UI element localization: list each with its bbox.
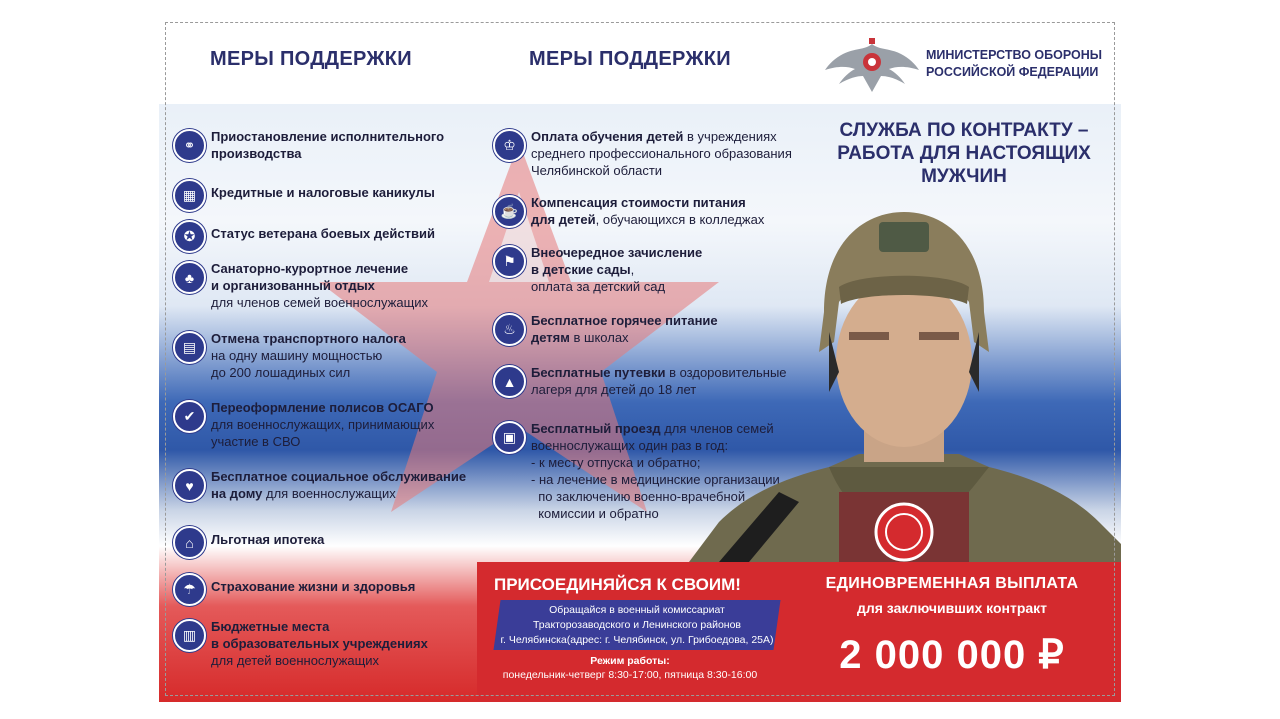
calculator-icon: ▦ — [173, 179, 206, 212]
graduation-icon: ♔ — [493, 129, 526, 162]
eagle-emblem-icon — [825, 36, 919, 94]
payment-subtitle: для заключивших контракт — [856, 600, 1048, 616]
list-item: ▣ Бесплатный проезд для членов семей военнослужащих один раз в год: - к месту отпуска и обратно; - на лечение в медицинские организации по заключению военно-врачебной комиссии и обратно — [493, 420, 780, 522]
list-item: ▥ Бюджетные места в образовательных учреждениях для детей военнослужащих — [173, 618, 428, 669]
list-item: ✪ Статус ветерана боевых действий — [173, 219, 435, 253]
food-icon: ☕ — [493, 195, 526, 228]
support-title-right: МЕРЫ ПОДДЕРЖКИ — [529, 48, 731, 70]
medal-icon: ✪ — [173, 220, 206, 253]
hours-text: понедельник-четверг 8:30-17:00, пятница 8:30-16:00 — [502, 669, 758, 681]
list-item: ✔ Переоформление полисов ОСАГО для военнослужащих, принимающих участие в СВО — [173, 399, 434, 450]
address-text: Обращайся в военный комиссариат Тракторозаводского и Ленинского районов г. Челябинска(адрес: г. Челябинск, ул. Грибоедова, 25А) — [500, 604, 774, 646]
join-title: ПРИСОЕДИНЯЙСЯ К СВОИМ! — [494, 575, 741, 594]
poster — [159, 22, 1121, 702]
list-item: ⚭ Приостановление исполнительного производства — [173, 128, 444, 162]
family-icon: ☂ — [173, 573, 206, 606]
payment-title: ЕДИНОВРЕМЕННАЯ ВЫПЛАТА — [825, 575, 1079, 592]
hours-title: Режим работы: — [590, 655, 670, 667]
house-icon: ⌂ — [173, 526, 206, 559]
bowl-icon: ♨ — [493, 313, 526, 346]
ministry-title: МИНИСТЕРСТВО ОБОРОНЫ РОССИЙСКОЙ ФЕДЕРАЦИИ — [926, 48, 1102, 79]
list-item: ♣ Санаторно-курортное лечение и организованный отдых для членов семей военнослужащих — [173, 260, 428, 311]
soldier-portrait — [689, 192, 1121, 562]
care-icon: ♥ — [173, 469, 206, 502]
bus-icon: ▣ — [493, 421, 526, 454]
list-item: ☕ Компенсация стоимости питания для детей, обучающихся в колледжах — [493, 194, 764, 228]
palm-icon: ♣ — [173, 261, 206, 294]
document-icon: ▤ — [173, 331, 206, 364]
list-item: ⌂ Льготная ипотека — [173, 525, 324, 559]
list-item: ⚑ Внеочередное зачисление в детские сады, оплата за детский сад — [493, 244, 702, 295]
list-item: ▦ Кредитные и налоговые каникулы — [173, 178, 435, 212]
headline: СЛУЖБА ПО КОНТРАКТУ – РАБОТА ДЛЯ НАСТОЯЩИХ МУЖЧИН — [837, 120, 1091, 187]
book-icon: ▥ — [173, 619, 206, 652]
list-item: ♨ Бесплатное горячее питание детям в школах — [493, 312, 718, 346]
payment-amount: 2 000 000 ₽ — [839, 633, 1065, 677]
list-item: ▤ Отмена транспортного налога на одну машину мощностью до 200 лошадиных сил — [173, 330, 406, 381]
list-item: ♔ Оплата обучения детей в учреждениях среднего профессионального образования Челябинской области — [493, 128, 792, 179]
list-item: ▲ Бесплатные путевки в оздоровительные лагеря для детей до 18 лет — [493, 364, 787, 398]
tent-icon: ▲ — [493, 365, 526, 398]
list-item: ☂ Страхование жизни и здоровья — [173, 572, 415, 606]
checklist-icon: ✔ — [173, 400, 206, 433]
handshake-icon: ⚭ — [173, 129, 206, 162]
kindergarten-icon: ⚑ — [493, 245, 526, 278]
list-item: ♥ Бесплатное социальное обслуживание на дому для военнослужащих — [173, 468, 466, 502]
support-title-left: МЕРЫ ПОДДЕРЖКИ — [210, 48, 412, 70]
